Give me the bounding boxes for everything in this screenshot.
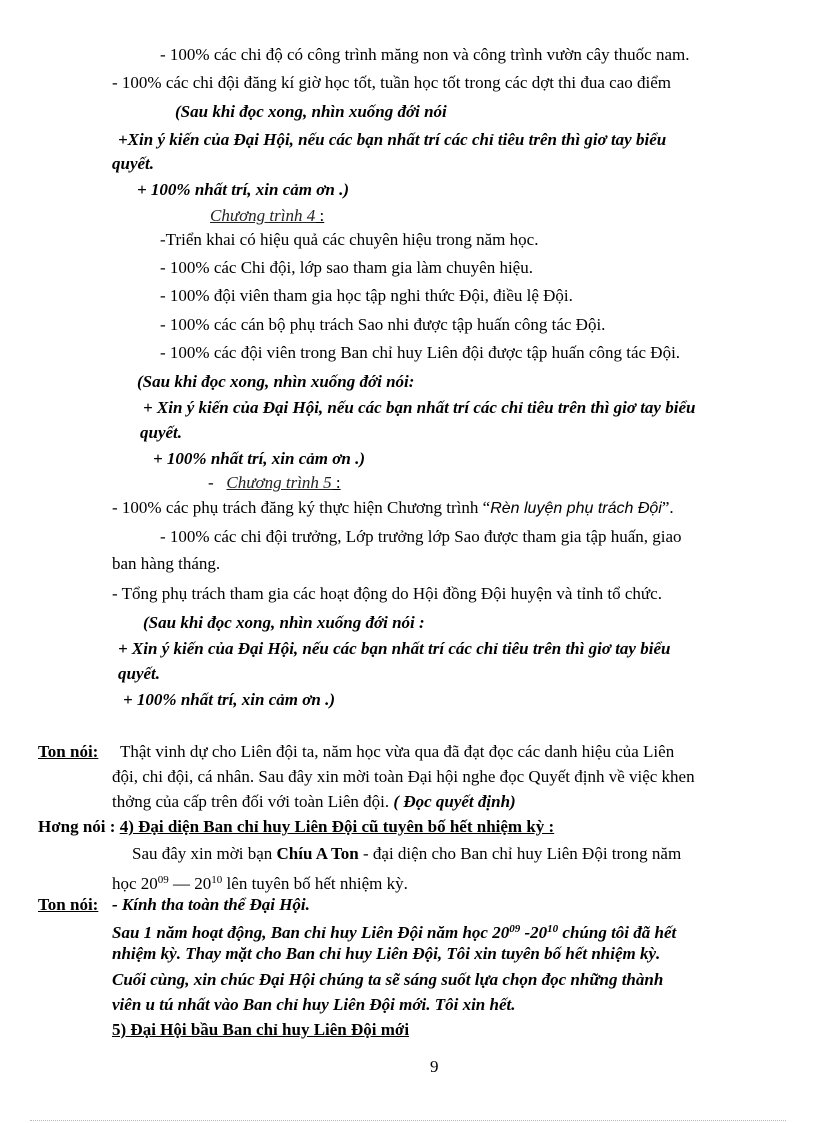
hong-line-2a: học 20 [112,874,158,893]
hong-line-1c: - đại diện cho Ban chỉ huy Liên Đội trong năm [358,844,682,863]
program-5-colon: : [331,473,341,492]
ton2-greeting: - Kính tha toàn thể Đại Hội. [112,895,310,914]
hong-title: 4) Đại diện Ban chỉ huy Liên Đội cũ tuyên bố hết nhiệm kỳ : [119,817,555,836]
line-chi-doi-truong: - 100% các chi đội trưởng, Lớp trưởng lớp Sao được tham gia tập huấn, giao [160,527,682,546]
speaker-ton-1: Ton nói: [38,742,99,761]
vote-request-3: + Xin ý kiến của Đại Hội, nếu các bạn nhất trí các chỉ tiêu trên thì giơ tay biểu [118,639,671,658]
hong-line-2 [112,869,408,895]
line-chuyen-hieu: -Triển khai có hiệu quả các chuyên hiệu trong năm học. [160,230,539,249]
vote-result-1: + 100% nhất trí, xin cảm ơn .) [137,180,349,199]
instruction-read-2: (Sau khi đọc xong, nhìn xuống đới nói: [137,372,415,391]
vote-request-2-cont: quyết. [140,423,183,442]
ren-luyen-title: Rèn luyện phụ trách Đội [490,500,662,517]
program-5-heading [208,472,341,494]
ton1-line-2: đội, chi đội, cá nhân. Sau đây xin mời toàn Đại hội nghe đọc Quyết định về việc khen [112,767,695,786]
program-4-colon: : [315,206,325,225]
line-sao-nhi: - 100% các cán bộ phụ trách Sao nhi được tập huấn công tác Đội. [160,315,606,334]
hong-line-2e: lên tuyên bố hết nhiệm kỳ. [222,874,408,893]
ton2-line-1c: -20 [520,923,548,942]
ton2-line-4: viên u tú nhất vào Ban chỉ huy Liên Đội mới. Tôi xin hết. [112,995,516,1014]
line-lop-sao: - 100% các Chi đội, lớp sao tham gia làm chuyên hiệu. [160,258,533,277]
program-5-label: Chương trình 5 [226,473,332,492]
ton1-line-3-note: ( Đọc quyết định) [393,792,516,811]
hong-line-1a: Sau đây xin mời bạn [132,844,277,863]
speaker-hong [38,817,120,836]
hong-year-sup-1: 09 [157,874,169,886]
line-ban-chi-huy: - 100% các đội viên trong Ban chỉ huy Liên đội được tập huấn công tác Đội. [160,343,681,362]
vote-request-1: +Xin ý kiến của Đại Hội, nếu các bạn nhất trí các chỉ tiêu trên thì giơ tay biểu [118,130,667,149]
program-4-label: Chương trình 4 [210,206,316,225]
ton2-line-3: Cuối cùng, xin chúc Đại Hội chúng ta sẽ sáng suốt lựa chọn đọc những thành [112,970,664,989]
page-number: 9 [430,1057,439,1076]
vote-request-1-cont: quyết. [112,154,155,173]
section-5-heading: 5) Đại Hội bầu Ban chỉ huy Liên Đội mới [112,1020,410,1039]
hong-name: Chíu A Ton [276,844,359,863]
line-ren-luyen [112,497,674,520]
footer-dotted-rule [30,1120,786,1121]
vote-request-3-cont: quyết. [118,664,161,683]
hong-line-1 [132,843,681,865]
ton1-line-3-text: thởng của cấp trên đối với toàn Liên đội. [112,792,394,811]
ren-luyen-close: ”. [661,498,674,517]
ton2-line-1a: Sau 1 năm hoạt động, Ban chỉ huy Liên Đội năm học 20 [112,923,510,942]
program-5-dash: - [208,473,214,492]
hong-heading [38,816,554,838]
vote-result-3: + 100% nhất trí, xin cảm ơn .) [123,690,335,709]
hong-line-2c: — 20 [168,874,212,893]
ton2-line-2: nhiệm kỳ. Thay mặt cho Ban chỉ huy Liên Đội, Tôi xin tuyên bố hết nhiệm kỳ. [112,944,661,963]
instruction-read-3: (Sau khi đọc xong, nhìn xuống đới nói : [143,613,425,632]
ton1-line-1: Thật vinh dự cho Liên đội ta, năm học vừa qua đã đạt đọc các danh hiệu của Liên [120,742,675,761]
line-cong-trinh: - 100% các chi độ có công trình măng non và công trình vườn cây thuốc nam. [160,45,690,64]
hong-year-sup-2: 10 [211,874,223,886]
line-chi-doi-truong-cont: ban hàng tháng. [112,554,221,573]
line-gio-hoc-tot: - 100% các chi đội đăng kí giờ học tốt, tuần học tốt trong các dợt thi đua cao điểm [112,73,671,92]
ton1-line-3 [112,791,516,813]
line-tong-phu-trach: - Tổng phụ trách tham gia các hoạt động do Hội đồng Đội huyện và tỉnh tổ chức. [112,584,662,603]
ton2-line-1e: chúng tôi đã hết [558,923,677,942]
speaker-hong-text: Hơng nói : [38,817,120,836]
ton2-year-sup-2: 10 [547,923,559,935]
vote-result-2: + 100% nhất trí, xin cảm ơn .) [153,449,365,468]
line-ren-luyen-text: - 100% các phụ trách đăng ký thực hiện Chương trình “ [112,498,491,517]
ton2-year-sup-1: 09 [509,923,521,935]
line-nghi-thuc: - 100% đội viên tham gia học tập nghi thức Đội, điều lệ Đội. [160,286,573,305]
speaker-ton-2: Ton nói: [38,895,99,914]
ton2-line-1 [112,918,676,944]
vote-request-2: + Xin ý kiến của Đại Hội, nếu các bạn nhất trí các chỉ tiêu trên thì giơ tay biểu [143,398,696,417]
instruction-read-1: (Sau khi đọc xong, nhìn xuống đới nói [175,102,447,121]
program-4-heading [210,205,324,227]
